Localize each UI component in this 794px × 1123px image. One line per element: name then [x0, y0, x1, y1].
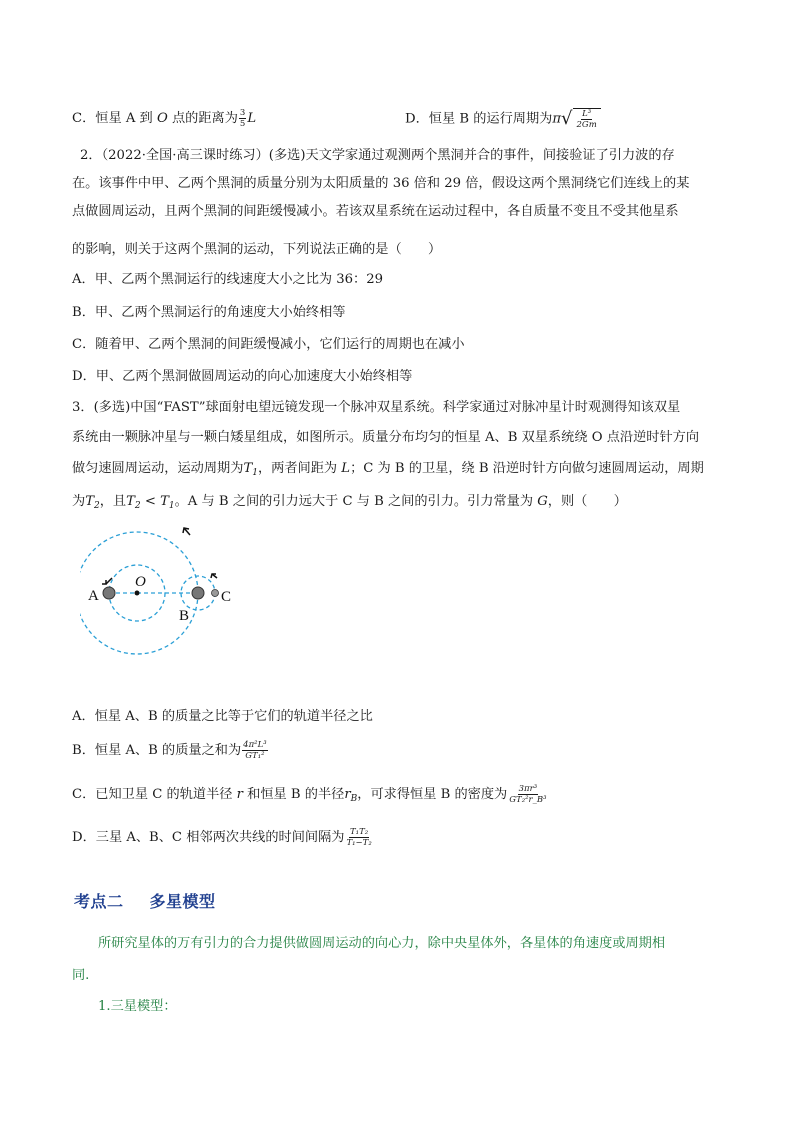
prev-option-c-text2: 点的距离为 — [167, 111, 238, 126]
var-o: O — [156, 111, 168, 126]
q2-line-1: 2．（2022·全国·高三课时练习）(多选)天文学家通过观测两个黑洞并合的事件，间接验证了引力波的存 — [80, 148, 675, 163]
q3-option-d-text: D．三星 A、B、C 相邻两次共线的时间间隔为 — [72, 830, 345, 845]
q3-option-d-num: T₁T₂ — [350, 827, 369, 837]
label-o: O — [135, 574, 146, 590]
section-paragraph-1: 所研究星体的万有引力的合力提供做圆周运动的向心力，除中央星体外，各星体的角速度或周期相 — [98, 936, 666, 951]
q3-option-a: A．恒星 A、B 的质量之比等于它们的轨道半径之比 — [72, 709, 373, 724]
var-r: r — [236, 787, 243, 802]
var-t2: $T_2$ — [85, 494, 100, 511]
q3-option-d-den: T₁−T₂ — [346, 838, 372, 848]
q3-option-c-text1: C．已知卫星 C 的轨道半径 — [72, 787, 237, 802]
q3-option-b-text: B．恒星 A、B 的质量之和为 — [72, 743, 242, 758]
q3-line-3c: ；C 为 B 的卫星，绕 B 沿逆时针方向做匀速圆周运动，周期 — [350, 461, 704, 476]
section-title-right: 多星模型 — [149, 892, 216, 911]
label-a: A — [88, 588, 99, 604]
q3-option-c-den: GT₂²r_B³ — [509, 795, 547, 805]
q3-line-4e: ，则（ ） — [547, 494, 627, 509]
q3-option-b-fraction — [242, 740, 267, 761]
pi-symbol: π — [552, 111, 562, 127]
var-t1b-letter: T — [160, 494, 169, 509]
var-t2b: $T_2$ — [126, 494, 141, 511]
q3-option-d-fraction — [345, 827, 372, 848]
section-heading — [74, 889, 216, 912]
q3-option-b-num: 4π²L³ — [243, 740, 267, 750]
var-t1: $T_1$ — [243, 461, 258, 478]
fraction-3-5 — [239, 108, 246, 129]
q2-line-2: 在。该事件中甲、乙两个黑洞的质量分别为太阳质量的 36 倍和 29 倍，假设这两个黑洞绕它们连线上的某 — [72, 176, 690, 191]
var-t2b-letter: T — [126, 494, 135, 509]
satellite-c — [212, 590, 219, 597]
var-l: L — [247, 111, 257, 126]
var-t1b: $T_1$ — [160, 494, 175, 511]
sqrt-sign: √ — [561, 108, 573, 129]
q3-line-3b: ，两者间距为 — [257, 461, 342, 476]
q3-line-3 — [72, 459, 704, 483]
binary-star-figure — [80, 520, 300, 690]
sqrt-num: L³ — [582, 109, 592, 119]
star-b — [192, 587, 204, 599]
q3-option-c-fraction — [508, 784, 547, 805]
var-t1-letter: T — [243, 461, 253, 476]
q2-option-d: D．甲、乙两个黑洞做圆周运动的向心加速度大小始终相等 — [72, 369, 413, 384]
sqrt-den: 2Gm — [576, 120, 597, 130]
section-title-left: 考点二 — [74, 892, 124, 911]
less-than: < — [140, 494, 161, 509]
q3-option-c-text2: 和恒星 B 的半径 — [242, 787, 345, 802]
var-rb-letter: r — [344, 787, 351, 802]
sqrt-expression — [561, 108, 601, 130]
q2-line-4: 的影响，则关于这两个黑洞的运动，下列说法正确的是（ ） — [72, 242, 442, 257]
q2-line-3: 点做圆周运动，且两个黑洞的间距缓慢减小。若该双星系统在运动过程中，各自质量不变且不受其他星系 — [72, 204, 679, 219]
q3-option-c — [72, 784, 549, 809]
var-g: G — [537, 494, 548, 509]
section-paragraph-2: 同. — [72, 968, 90, 983]
sqrt-fraction — [576, 109, 598, 130]
q3-line-4d: 。A 与 B 之间的引力远大于 C 与 B 之间的引力。引力常量为 — [174, 494, 538, 509]
q3-line-4a: 为 — [72, 494, 86, 509]
q3-line-4 — [72, 492, 627, 516]
fraction-den: 5 — [239, 119, 246, 129]
label-b: B — [179, 608, 190, 624]
arrow-a-head-icon — [102, 580, 106, 584]
q2-option-c: C．随着甲、乙两个黑洞的间距缓慢减小，它们运行的周期也在减小 — [72, 337, 465, 352]
q3-line-2: 系统由一颗脉冲星与一颗白矮星组成，如图所示。质量分布均匀的恒星 A、B 双星系统绕 O 点沿逆时针方向 — [72, 430, 700, 445]
q3-option-c-text3: ，可求得恒星 B 的密度为 — [357, 787, 508, 802]
center-o — [135, 591, 140, 596]
q3-option-b-den: GT₁² — [245, 751, 265, 761]
prev-option-c — [72, 108, 256, 129]
label-c: C — [221, 589, 232, 605]
q3-line-1: 3．(多选)中国“FAST”球面射电望远镜发现一个脉冲双星系统。科学家通过对脉冲星计时观测得知该双星 — [72, 400, 681, 415]
q3-option-c-num: 3πr³ — [518, 784, 538, 794]
q3-option-b — [72, 740, 269, 761]
prev-option-d — [405, 108, 601, 130]
q2-option-a: A．甲、乙两个黑洞运行的线速度大小之比为 36：29 — [72, 272, 384, 287]
q3-line-3a: 做匀速圆周运动，运动周期为 — [72, 461, 244, 476]
var-l: L — [341, 461, 351, 476]
q2-option-b: B．甲、乙两个黑洞运行的角速度大小始终相等 — [72, 305, 346, 320]
prev-option-c-text: C．恒星 A 到 — [72, 111, 157, 126]
var-t2-letter: T — [85, 494, 94, 509]
prev-option-d-text: D．恒星 B 的运行周期为 — [405, 111, 553, 127]
star-a — [103, 587, 115, 599]
var-rb: $r_B$ — [344, 787, 358, 804]
q3-line-4b: ，且 — [99, 494, 127, 509]
q3-option-d — [72, 827, 374, 848]
section-subheading-1: 1.三星模型： — [98, 999, 177, 1014]
fraction-num: 3 — [239, 108, 246, 118]
